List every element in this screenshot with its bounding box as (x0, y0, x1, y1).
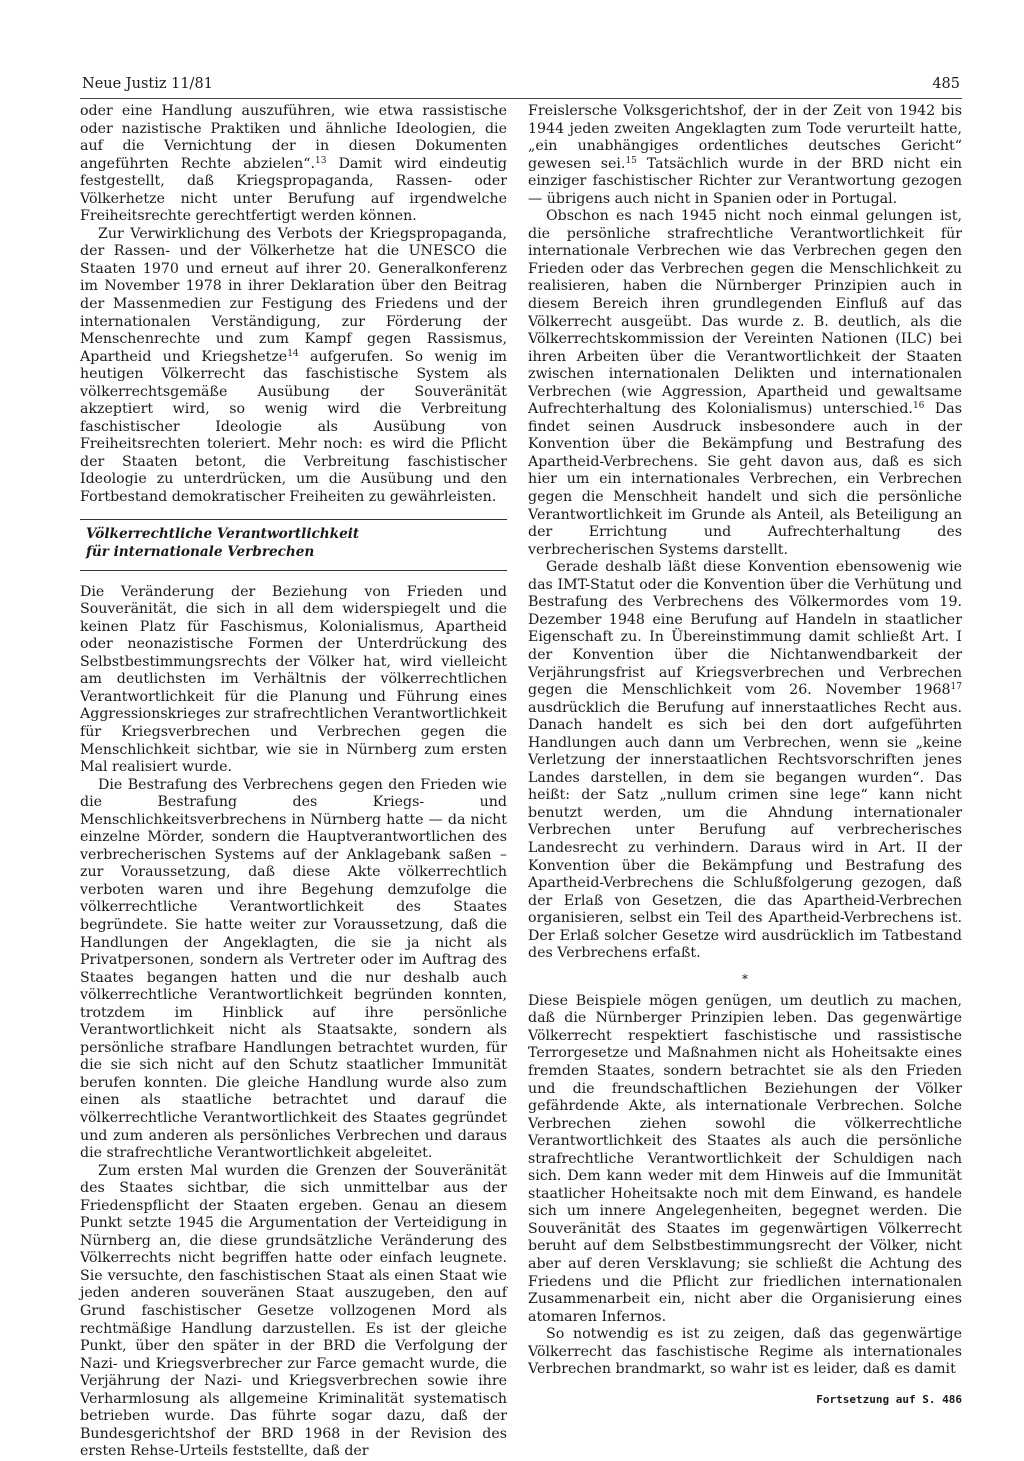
paragraph: Zur Verwirklichung des Verbots der Kriegspropaganda, der Rassen- und der Völkerhetze hat die UNESCO die Staaten 1970 und erneut auf ihrer 20. Generalkonferenz im November 1978 in ihrer Deklaration über den Beitrag der Massenmedien zur Festigung des Friedens und der internationalen Verständigung, zur Förderung der Menschenrechte und zum Kampf gegen Rassismus, Apartheid und Kriegshetze$^{14}$ aufgerufen. So wenig im heutigen Völkerrecht das faschistische System als völkerrechtsgemäße Ausübung der Souveränität akzeptiert wird, so wenig wird die Verbreitung faschistischer Ideologie als Ausübung von Freiheitsrechten toleriert. Mehr noch: es wird die Pflicht der Staaten betont, die Verbreitung faschistischer Ideologie zu unterdrücken, um die Ausübung und den Fortbestand demokratischer Freiheiten zu gewährleisten. (80, 225, 507, 506)
paragraph: Die Veränderung der Beziehung von Frieden und Souveränität, die sich in all dem widerspiegelt und die keinen Platz für Faschismus, Kolonialismus, Apartheid oder neonazistische Formen der Unterdrückung des Selbstbestimmungsrechts der Völker hat, wird vielleicht am deutlichsten im Verhältnis der völkerrechtlichen Verantwortlichkeit für die Planung und Führung eines Aggressionskrieges zur strafrechtlichen Verantwortlichkeit für Kriegsverbrechen und Verbrechen gegen die Menschlichkeit sichtbar, wie sie in Nürnberg zum ersten Mal realisiert wurde. (80, 583, 507, 776)
left-column (80, 103, 507, 1461)
paragraph: Zum ersten Mal wurden die Grenzen der Souveränität des Staates sichtbar, die sich unmittelbar aus der Friedenspflicht der Staaten ergeben. Genau an diesem Punkt setzte 1945 die Argumentation der Verteidigung in Nürnberg an, die diese grundsätzliche Veränderung des Völkerrechts nicht begriffen hatte oder einfach leugnete. Sie versuchte, den faschistischen Staat als einen Staat wie jeden anderen souveränen Staat auszugeben, den auf Grund faschistischer Gesetze vollzogenen Mord als rechtmäßige Handlung darzustellen. Es ist der gleiche Punkt, über den später in der BRD die Verfolgung der Nazi- und Kriegsverbrecher zur Farce gemacht wurde, die Verjährung der Nazi- und Kriegsverbrechen sowie ihre Verharmlosung als allgemeine Kriminalität systematisch betrieben wurde. Das führte sogar dazu, daß der Bundesgerichtshof der BRD 1968 in der Revision des ersten Rehse-Urteils feststellte, daß der (80, 1162, 507, 1460)
paragraph: Die Bestrafung des Verbrechens gegen den Frieden wie die Bestrafung des Kriegs- und Menschlichkeitsverbrechens in Nürnberg hatte — da nicht einzelne Mörder, sondern die Hauptverantwortlichen des verbrecherischen Systems auf der Anklagebank saßen – zur Voraussetzung, daß diese Akte völkerrechtlich verboten waren und ihre Begehung demzufolge die völkerrechtliche Verantwortlichkeit des Staates begründete. Sie hatte weiter zur Voraussetzung, daß die Handlungen der Angeklagten, die sie ja nicht als Privatpersonen, sondern als Vertreter oder im Auftrag des Staates begangen hatten und die nur deshalb auch völkerrechtliche Verantwortlichkeit begründen konnten, trotzdem im Hinblick auf ihre persönliche Verantwortlichkeit nicht als Staatsakte, sondern als persönliche strafbare Handlungen betrachtet wurden, für die sie sich nicht auf den Schutz staatlicher Immunität berufen konnten. Die gleiche Handlung wurde also zum einen als staatliche betrachtet und darauf die völkerrechtliche Verantwortlichkeit des Staates gegründet und zum anderen als persönliches Verbrechen und daraus die strafrechtliche Verantwortlichkeit abgeleitet. (80, 776, 507, 1162)
footnote-ref[interactable]: 13 (314, 155, 327, 166)
journal-title: Neue Justiz 11/81 (82, 76, 213, 92)
page-number: 485 (932, 76, 960, 92)
footnote-ref[interactable]: 16 (912, 401, 925, 412)
section-heading-line: Völkerrechtliche Verantwortlichkeit (86, 525, 360, 542)
section-heading-line: für internationale Verbrechen (86, 543, 315, 560)
paragraph: oder eine Handlung auszuführen, wie etwa rassistische oder nazistische Praktiken und ähnliche Ideologien, die auf die Vernichtung der in diesen Dokumenten angeführten Rechte abzielen“.$^{13}$ Damit wird eindeutig festgestellt, daß Kriegspropaganda, Rassen- oder Völkerhetze nicht unter Berufung auf irgendwelche Freiheitsrechte gerechtfertigt werden können. (80, 103, 507, 225)
footnote-ref[interactable]: 15 (625, 155, 637, 166)
page-header (80, 76, 962, 99)
paragraph: Freislersche Volksgerichtshof, der in der Zeit von 1942 bis 1944 jeden zweiten Angeklagten zum Tode verurteilt hatte, „ein unabhängiges ordentliches deutsches Gericht“ gewesen sei.$^{15}$ Tatsächlich wurde in der BRD nicht ein einziger faschistischer Richter zur Verantwortung gezogen — übrigens auch nicht in Spanien oder in Portugal. (528, 103, 962, 207)
footnote-ref[interactable]: 17 (950, 682, 962, 693)
paragraph: Obschon es nach 1945 nicht noch einmal gelungen ist, die persönliche strafrechtliche Verantwortlichkeit für internationale Verbrechen wie das Verbrechen gegen den Frieden oder das Verbrechen gegen die Menschlichkeit zu realisieren, haben die Nürnberger Prinzipien auch in diesem Bereich ihren grundlegenden Einfluß auf das Völkerrecht ausgeübt. Das wurde z. B. deutlich, als die Völkerrechtskommission der Vereinten Nationen (ILC) bei ihren Arbeiten über die Verantwortlichkeit der Staaten zwischen internationalen Delikten und internationalen Verbrechen (wie Aggression, Apartheid und gewaltsame Aufrechterhaltung des Kolonialismus) unterschied.$^{16}$ Das findet seinen Ausdruck insbesondere auch in der Konvention über die Bekämpfung und Bestrafung des Apartheid-Verbrechens. Sie geht davon aus, daß es sich hier um ein internationales Verbrechen, ein Verbrechen gegen die Menschheit handelt und sich die persönliche Verantwortlichkeit im Grunde als Anteil, als Beteiligung an der Errichtung und Aufrechterhaltung des verbrecherischen Systems darstellt. (528, 208, 962, 558)
paragraph: So notwendig es ist zu zeigen, daß das gegenwärtige Völkerrecht das faschistische Regime als internationales Verbrechen brandmarkt, so wahr ist es leider, daß es damit (528, 1326, 962, 1378)
right-column (528, 103, 962, 1408)
continuation-note[interactable]: Fortsetzung auf S. 486 (816, 1392, 962, 1406)
footnote-ref[interactable]: 14 (287, 348, 299, 359)
section-heading (80, 519, 507, 571)
paragraph: Diese Beispiele mögen genügen, um deutlich zu machen, daß die Nürnberger Prinzipien leben. Das gegenwärtige Völkerrecht respektiert faschistische und rassistische Terrorgesetze und Maßnahmen nicht als Hoheitsakte eines fremden Staates, sondern betrachtet sie als den Frieden und die freundschaftlichen Beziehungen der Völker gefährdende Akte, als internationale Verbrechen. Solche Verbrechen ziehen sowohl die völkerrechtliche Verantwortlichkeit des Staates als auch die persönliche strafrechtliche Verantwortlichkeit der Schuldigen nach sich. Dem kann weder mit dem Hinweis auf die Immunität staatlicher Hoheitsakte noch mit dem Einwand, es handele sich um innere Angelegenheiten, begegnet werden. Die Souveränität des Staates im gegenwärtigen Völkerrecht beruht auf dem Selbstbestimmungsrecht der Völker, nicht aber auf deren Versklavung; sie schließt die Achtung des Friedens und die Pflicht zur friedlichen internationalen Zusammenarbeit ein, nicht aber die Organisierung eines atomaren Infernos. (528, 992, 962, 1325)
section-separator: * (742, 971, 748, 986)
paragraph: Gerade deshalb läßt diese Konvention ebensowenig wie das IMT-Statut oder die Konvention über die Verhütung und Bestrafung des Verbrechens des Völkermordes vom 19. Dezember 1948 eine Berufung auf Handeln in staatlicher Eigenschaft zu. In Übereinstimmung damit schließt Art. I der Konvention über die Nichtanwendbarkeit der Verjährungsfrist auf Kriegsverbrechen und Verbrechen gegen die Menschlichkeit vom 26. November 1968$^{17}$ ausdrücklich die Berufung auf innerstaatliches Recht aus. Danach handelt es sich bei den dort aufgeführten Handlungen auch dann um Verbrechen, wenn sie „keine Verletzung der innerstaatlichen Rechtsvorschriften jenes Landes darstellen, in dem sie begangen wurden“. Das heißt: der Satz „nullum crimen sine lege“ kann nicht benutzt werden, um die Ahndung internationaler Verbrechen unter Berufung auf verbrecherisches Landesrecht zu verhindern. Daraus wird in Art. II der Konvention über die Bekämpfung und Bestrafung des Apartheid-Verbrechens die Schlußfolgerung gezogen, daß der Erlaß von Gesetzen, die das Apartheid-Verbrechen organisieren, selbst ein Teil des Apartheid-Verbrechens ist. Der Erlaß solcher Gesetze wird ausdrücklich im Tatbestand des Verbrechens erfaßt. (528, 559, 962, 962)
